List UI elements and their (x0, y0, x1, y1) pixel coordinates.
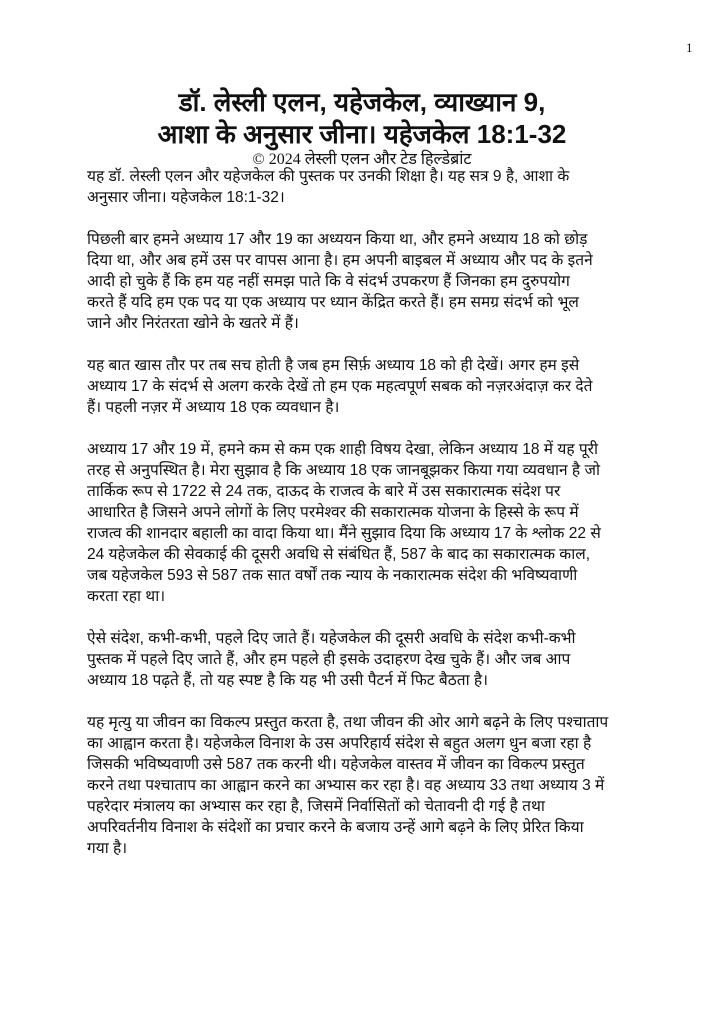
paragraph (87, 712, 647, 859)
page-number: 1 (686, 40, 693, 55)
paragraph (87, 628, 647, 691)
text-line: पुस्तक में पहले दिए जाते हैं, और हम पहले ही इसके उदाहरण देख चुके हैं। और जब आप (87, 651, 571, 668)
title-line: डॉ. लेस्ली एलन, यहेजकेल, व्याख्यान 9, (178, 87, 546, 117)
text-line: तार्किक रूप से 1722 से 24 तक, दाऊद के राजत्व के बारे में उस सकारात्मक संदेश पर (87, 483, 561, 500)
paragraph (87, 229, 647, 334)
text-line: जिसकी भविष्यवाणी उसे 587 तक करनी थी। यहेजकेल वास्तव में जीवन का विकल्प प्रस्तुत (87, 756, 585, 773)
text-line: ऐसे संदेश, कभी-कभी, पहले दिए जाते हैं। यहेजकेल की दूसरी अवधि के संदेश कभी-कभी (87, 630, 576, 647)
text-line: जब यहेजकेल 593 से 587 तक सात वर्षों तक न्याय के नकारात्मक संदेश की भविष्यवाणी (87, 567, 578, 584)
text-line: अनुसार जीना। यहेजकेल 18:1-32। (87, 189, 285, 206)
text-line: यह बात खास तौर पर तब सच होती है जब हम सिर्फ़ अध्याय 18 को ही देखें। अगर हम इसे (87, 357, 580, 374)
paragraph (87, 166, 647, 208)
text-line: पहरेदार मंत्रालय का अभ्यास कर रहा है, जिसमें निर्वासितों को चेतावनी दी गई है तथा (87, 798, 545, 815)
text-line: आधारित है जिसने अपने लोगों के लिए परमेश्वर की सकारात्मक योजना के हिस्से के रूप में (87, 504, 579, 521)
text-line: जाने और निरंतरता खोने के खतरे में हैं। (87, 315, 299, 332)
paragraph (87, 439, 647, 607)
title-line: आशा के अनुसार जीना। यहेजकेल 18:1-32 (157, 119, 567, 149)
text-line: हैं। पहली नज़र में अध्याय 18 एक व्यवधान है। (87, 399, 340, 416)
copyright: © 2024 लेस्ली एलन और टेड हिल्डेब्रांट (252, 151, 472, 168)
text-line: करते हैं यदि हम एक पद या एक अध्याय पर ध्यान केंद्रित करते हैं। हम समग्र संदर्भ को भूल (87, 294, 579, 311)
text-line: अध्याय 17 और 19 में, हमने कम से कम एक शाही विषय देखा, लेकिन अध्याय 18 में यह पूरी (87, 441, 599, 458)
text-line: अध्याय 18 पढ़ते हैं, तो यह स्पष्ट है कि यह भी उसी पैटर्न में फिट बैठता है। (87, 672, 489, 689)
text-line: गया है। (87, 840, 128, 857)
text-line: तरह से अनुपस्थित है। मेरा सुझाव है कि अध्याय 18 एक जानबूझकर किया गया व्यवधान है जो (87, 462, 600, 479)
text-line: करने तथा पश्चाताप का आह्वान करने का अभ्यास कर रहा है। वह अध्याय 33 तथा अध्याय 3 में (87, 777, 605, 794)
text-line: का आह्वान करता है। यहेजकेल विनाश के उस अपरिहार्य संदेश से बहुत अलग धुन बजा रहा है (87, 735, 592, 752)
text-line: करता रहा था। (87, 588, 166, 605)
text-line: पिछली बार हमने अध्याय 17 और 19 का अध्ययन किया था, और हमने अध्याय 18 को छोड़ (87, 231, 588, 248)
text-line: यह डॉ. लेस्ली एलन और यहेजकेल की पुस्तक पर उनकी शिक्षा है। यह सत्र 9 है, आशा के (87, 168, 570, 185)
text-line: 24 यहेजकेल की सेवकाई की दूसरी अवधि से संबंधित हैं, 587 के बाद का सकारात्मक काल, (87, 546, 591, 563)
text-line: राजत्व की शानदार बहाली का वादा किया था। मैंने सुझाव दिया कि अध्याय 17 के श्लोक 22 से (87, 525, 601, 542)
text-line: अपरिवर्तनीय विनाश के संदेशों का प्रचार करने के बजाय उन्हें आगे बढ़ने के लिए प्रेरित किया (87, 819, 584, 836)
document-body (87, 166, 647, 880)
text-line: यह मृत्यु या जीवन का विकल्प प्रस्तुत करता है, तथा जीवन की ओर आगे बढ़ने के लिए पश्चाताप (87, 714, 609, 731)
text-line: अध्याय 17 के संदर्भ से अलग करके देखें तो हम एक महत्वपूर्ण सबक को नज़रअंदाज़ कर देते (87, 378, 593, 395)
document-header (0, 86, 724, 170)
text-line: आदी हो चुके हैं कि हम यह नहीं समझ पाते कि वे संदर्भ उपकरण हैं जिनका हम दुरुपयोग (87, 273, 570, 290)
paragraph (87, 355, 647, 418)
text-line: दिया था, और अब हमें उस पर वापस आना है। हम अपनी बाइबल में अध्याय और पद के इतने (87, 252, 593, 269)
